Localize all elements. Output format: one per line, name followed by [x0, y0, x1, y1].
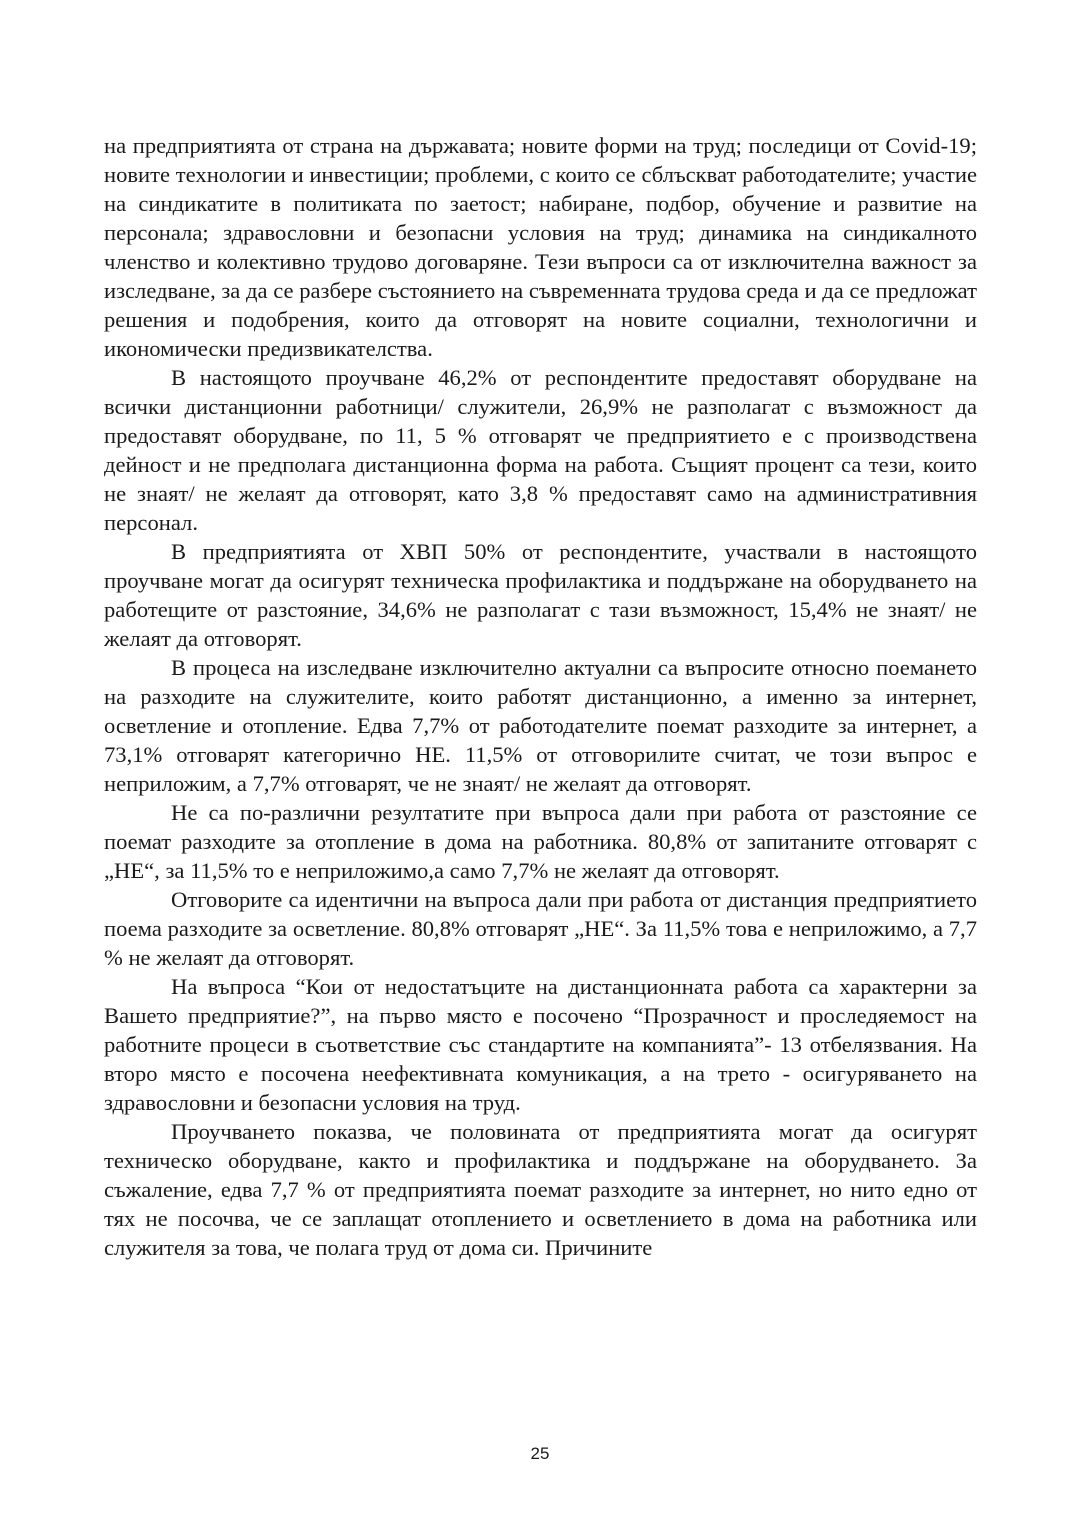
paragraph-disadvantages: На въпроса “Кои от недостатъците на дистанционната работа са характерни за Вашето предприятие?”, на първо място е посочено “Прозрачност и проследяемост на работните процеси в съответствие със стандартите на компанията”- 13 отбелязвания. На второ място е посочена неефективната комуникация, а на трето - осигуряването на здравословни и безопасни условия на труд.: [104, 974, 977, 1115]
paragraph-continuation: на предприятията от страна на държавата; новите форми на труд; последици от Covid-19; новите технологии и инвестиции; проблеми, с които се сблъскват работодателите; участие на синдикатите в политиката по заетост; набиране, подбор, обучение и развитие на персонала; здравословни и безопасни условия на труд; динамика на синдикалното членство и колективно трудово договаряне. Тези въпроси са от изключителна важност за изследване, за да се разбере състоянието на съвременната трудова среда и да се предложат решения и подобрения, които да отговорят на новите социални, технологични и икономически предизвикателства.: [104, 133, 977, 361]
document-body: [104, 131, 977, 1262]
paragraph-internet-costs: В процеса на изследване изключително актуални са въпросите относно поемането на разходите на служителите, които работят дистанционно, а именно за интернет, осветление и отопление. Едва 7,7% от работодателите поемат разходите за интернет, а 73,1% отговарят категорично НЕ. 11,5% от отговорилите считат, че този въпрос е неприложим, а 7,7% отговарят, че не знаят/ не желаят да отговорят.: [104, 655, 977, 796]
page-number: 25: [530, 1444, 550, 1463]
paragraph-equipment: В настоящото проучване 46,2% от респондентите предоставят оборудване на всички дистанционни работници/ служители, 26,9% не разполагат с възможност да предоставят оборудване, по 11, 5 % отговарят че предприятието е с производствена дейност и не предполага дистанционна форма на работа. Същият процент са тези, които не знаят/ не желаят да отговорят, като 3,8 % предоставят само на административния персонал.: [104, 365, 977, 535]
paragraph-lighting-costs: Отговорите са идентични на въпроса дали при работа от дистанция предприятието поема разходите за осветление. 80,8% отговарят „НЕ“. За 11,5% това е неприложимо, а 7,7 % не желаят да отговорят.: [104, 887, 977, 970]
paragraph-conclusion: Проучването показва, че половината от предприятията могат да осигурят техническо оборудване, както и профилактика и поддържане на оборудването. За съжаление, едва 7,7 % от предприятията поемат разходите за интернет, но нито едно от тях не посочва, че се заплащат отоплението и осветлението в дома на работника или служителя за това, че полага труд от дома си. Причините: [104, 1119, 977, 1260]
paragraph-maintenance: В предприятията от ХВП 50% от респондентите, участвали в настоящото проучване могат да осигурят техническа профилактика и поддържане на оборудването на работещите от разстояние, 34,6% не разполагат с тази възможност, 15,4% не знаят/ не желаят да отговорят.: [104, 539, 977, 651]
paragraph-heating-costs: Не са по-различни резултатите при въпроса дали при работа от разстояние се поемат разходите за отопление в дома на работника. 80,8% от запитаните отговарят с „НЕ“, за 11,5% то е неприложимо,а само 7,7% не желаят да отговорят.: [104, 800, 977, 883]
